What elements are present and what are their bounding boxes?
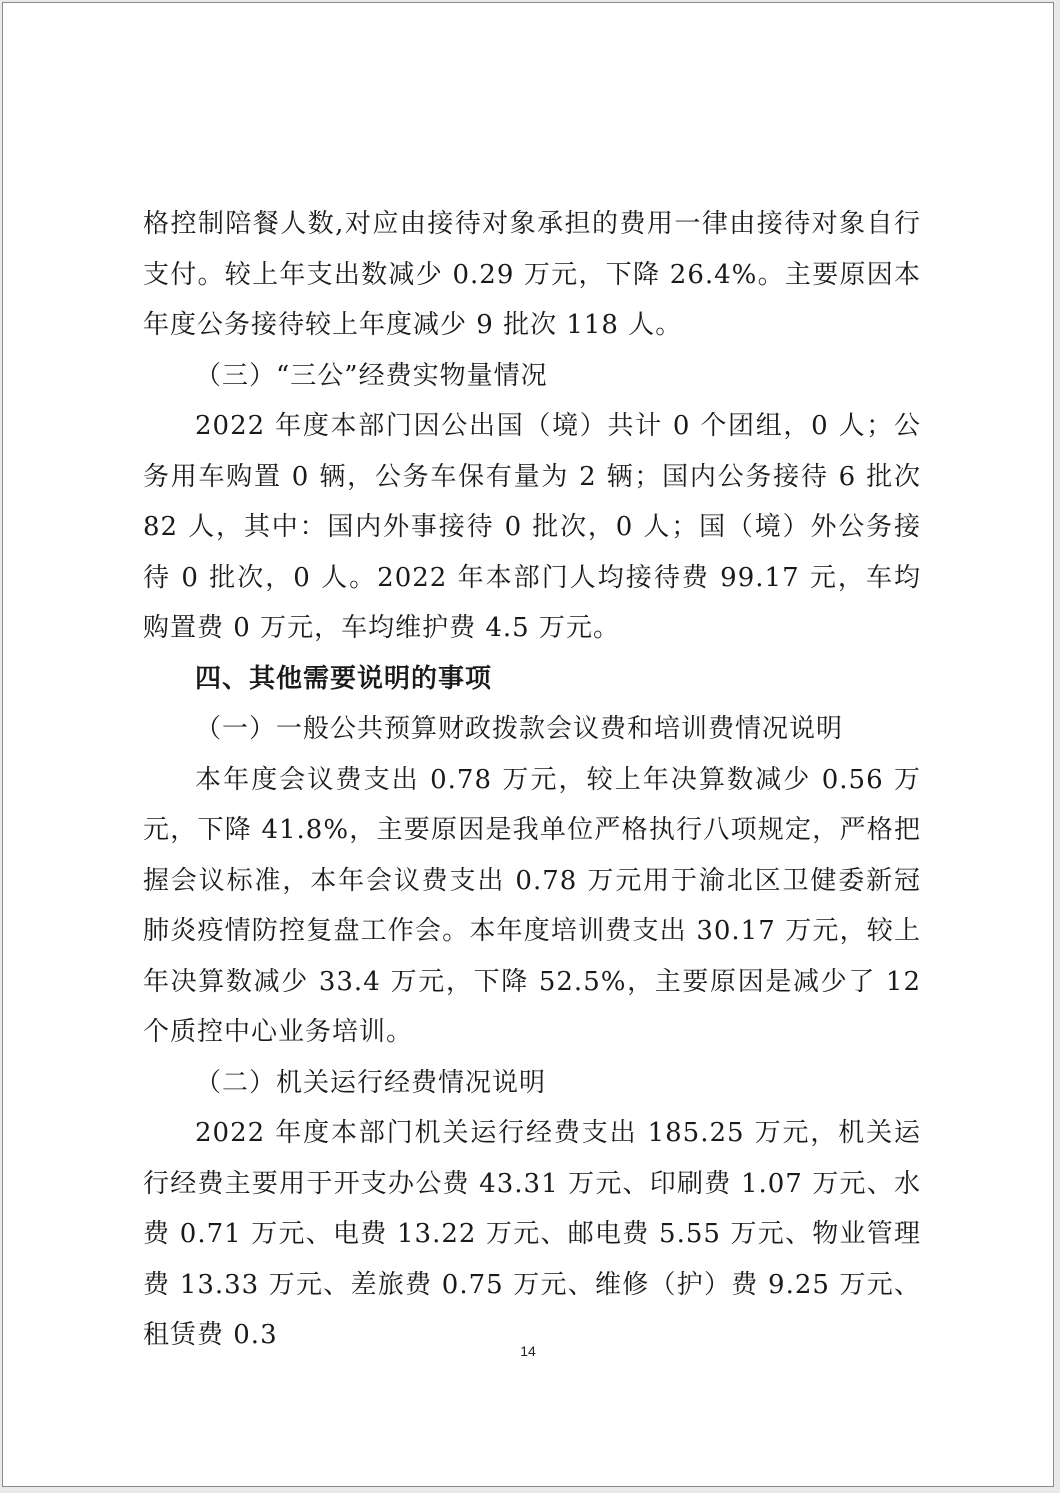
heading-other-matters: 四、其他需要说明的事项: [195, 663, 493, 694]
page-number: 14: [520, 1343, 536, 1359]
heading-three-public-physical: （三）“三公”经费实物量情况: [195, 360, 548, 391]
paragraph-three-public-physical: 2022 年度本部门因公出国（境）共计 0 个团组，0 人；公务用车购置 0 辆，公务车保有量为 2 辆；国内公务接待 6 批次 82 人，其中：国内外事接待 0 批次，0 人；国（境）外公务接待 0 批次，0 人。2022 年本部门人均接待费 99.17 元，车均购置费 0 万元，车均维护费 4.5 万元。: [143, 411, 921, 643]
heading-operating-expenses: （二）机关运行经费情况说明: [195, 1067, 547, 1098]
heading-meeting-training: （一）一般公共预算财政拨款会议费和培训费情况说明: [195, 714, 844, 744]
document-page: [2, 2, 1054, 1487]
paragraph-meeting-training: 本年度会议费支出 0.78 万元，较上年决算数减少 0.56 万元，下降 41.8%，主要原因是我单位严格执行八项规定，严格把握会议标准，本年会议费支出 0.78 万元用于渝北区卫健委新冠肺炎疫情防控复盘工作会。本年度培训费支出 30.17 万元，较上年决算数减少 33.4 万元，下降 52.5%，主要原因是减少了 12 个质控中心业务培训。: [143, 764, 921, 1047]
paragraph-operating-expenses: 2022 年度本部门机关运行经费支出 185.25 万元，机关运行经费主要用于开支办公费 43.31 万元、印刷费 1.07 万元、水费 0.71 万元、电费 13.22 万元、邮电费 5.55 万元、物业管理费 13.33 万元、差旅费 0.75 万元、维修（护）费 9.25 万元、租赁费 0.3: [143, 1118, 921, 1350]
document-body: [143, 199, 921, 1361]
paragraph-reception-continued: 格控制陪餐人数,对应由接待对象承担的费用一律由接待对象自行支付。较上年支出数减少 0.29 万元，下降 26.4%。主要原因本年度公务接待较上年度减少 9 批次 118 人。: [143, 209, 921, 340]
